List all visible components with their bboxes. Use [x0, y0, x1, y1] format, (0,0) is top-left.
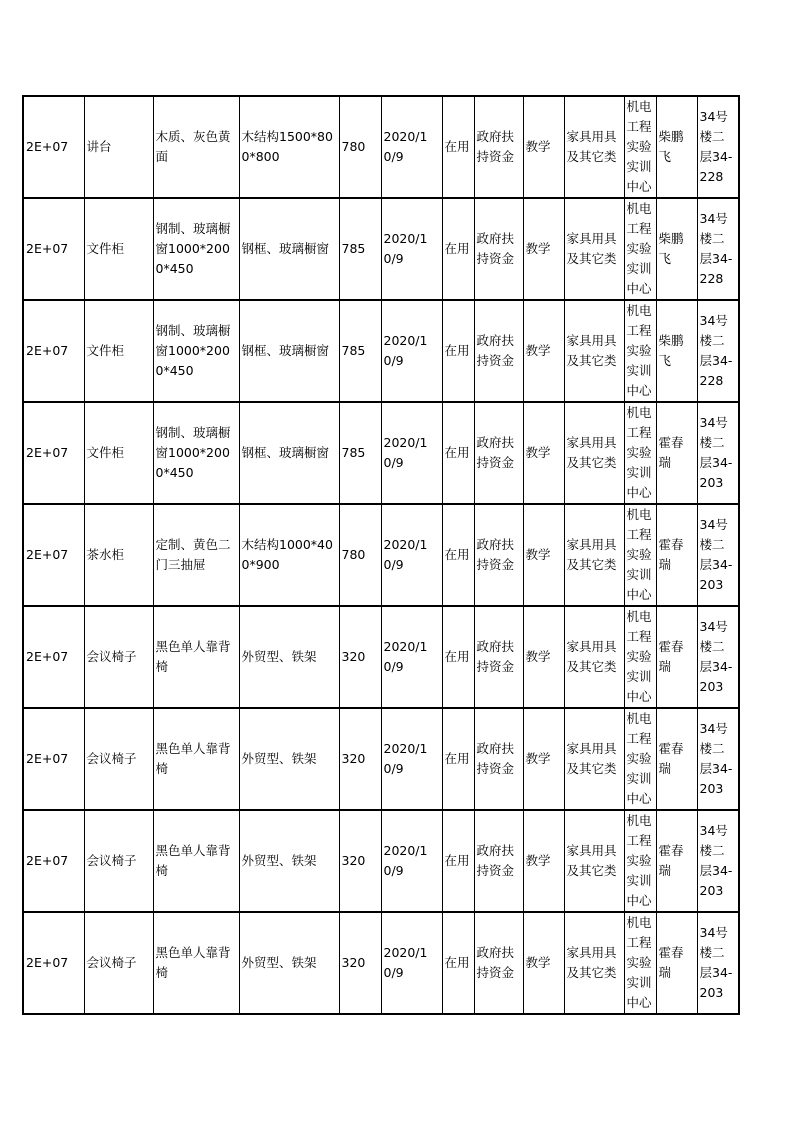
cell-spec: 钢制、玻璃橱窗1000*2000*450 [153, 300, 239, 402]
cell-category: 家具用具及其它类 [564, 606, 624, 708]
cell-use: 教学 [523, 198, 564, 300]
cell-model: 钢框、玻璃橱窗 [239, 402, 339, 504]
cell-category: 家具用具及其它类 [564, 96, 624, 198]
cell-code: 2E+07 [23, 708, 84, 810]
cell-category: 家具用具及其它类 [564, 402, 624, 504]
cell-category: 家具用具及其它类 [564, 708, 624, 810]
cell-status: 在用 [442, 708, 474, 810]
cell-name: 会议椅子 [84, 912, 153, 1014]
cell-date: 2020/10/9 [381, 402, 442, 504]
cell-keeper: 霍春瑞 [656, 504, 697, 606]
cell-use: 教学 [523, 504, 564, 606]
cell-location: 34号楼二层34-228 [697, 198, 739, 300]
cell-code: 2E+07 [23, 96, 84, 198]
table-row [23, 300, 739, 402]
cell-model: 木结构1000*400*900 [239, 504, 339, 606]
cell-funding: 政府扶持资金 [474, 912, 523, 1014]
cell-price: 320 [339, 708, 381, 810]
cell-code: 2E+07 [23, 912, 84, 1014]
cell-status: 在用 [442, 300, 474, 402]
cell-location: 34号楼二层34-203 [697, 402, 739, 504]
cell-location: 34号楼二层34-203 [697, 810, 739, 912]
table-row [23, 504, 739, 606]
cell-keeper: 霍春瑞 [656, 708, 697, 810]
cell-funding: 政府扶持资金 [474, 606, 523, 708]
cell-location: 34号楼二层34-228 [697, 96, 739, 198]
cell-price: 785 [339, 402, 381, 504]
cell-category: 家具用具及其它类 [564, 300, 624, 402]
cell-use: 教学 [523, 708, 564, 810]
cell-name: 会议椅子 [84, 606, 153, 708]
cell-location: 34号楼二层34-228 [697, 300, 739, 402]
cell-date: 2020/10/9 [381, 96, 442, 198]
table-row [23, 810, 739, 912]
cell-date: 2020/10/9 [381, 606, 442, 708]
cell-spec: 黑色单人靠背椅 [153, 606, 239, 708]
cell-code: 2E+07 [23, 300, 84, 402]
cell-date: 2020/10/9 [381, 300, 442, 402]
cell-keeper: 霍春瑞 [656, 606, 697, 708]
cell-date: 2020/10/9 [381, 708, 442, 810]
cell-use: 教学 [523, 810, 564, 912]
cell-model: 外贸型、铁架 [239, 606, 339, 708]
cell-location: 34号楼二层34-203 [697, 912, 739, 1014]
cell-keeper: 霍春瑞 [656, 912, 697, 1014]
cell-funding: 政府扶持资金 [474, 504, 523, 606]
cell-code: 2E+07 [23, 402, 84, 504]
cell-category: 家具用具及其它类 [564, 810, 624, 912]
cell-date: 2020/10/9 [381, 198, 442, 300]
cell-name: 茶水柜 [84, 504, 153, 606]
cell-dept: 机电工程实验实训中心 [624, 912, 656, 1014]
cell-dept: 机电工程实验实训中心 [624, 606, 656, 708]
cell-spec: 黑色单人靠背椅 [153, 708, 239, 810]
cell-status: 在用 [442, 606, 474, 708]
cell-name: 文件柜 [84, 402, 153, 504]
cell-status: 在用 [442, 198, 474, 300]
cell-name: 会议椅子 [84, 708, 153, 810]
cell-price: 320 [339, 912, 381, 1014]
cell-code: 2E+07 [23, 504, 84, 606]
cell-price: 785 [339, 198, 381, 300]
cell-status: 在用 [442, 402, 474, 504]
cell-status: 在用 [442, 96, 474, 198]
cell-keeper: 霍春瑞 [656, 402, 697, 504]
cell-location: 34号楼二层34-203 [697, 708, 739, 810]
cell-name: 文件柜 [84, 300, 153, 402]
cell-name: 会议椅子 [84, 810, 153, 912]
cell-dept: 机电工程实验实训中心 [624, 708, 656, 810]
cell-date: 2020/10/9 [381, 810, 442, 912]
cell-name: 文件柜 [84, 198, 153, 300]
cell-use: 教学 [523, 402, 564, 504]
cell-dept: 机电工程实验实训中心 [624, 402, 656, 504]
cell-code: 2E+07 [23, 606, 84, 708]
cell-location: 34号楼二层34-203 [697, 606, 739, 708]
table-row [23, 912, 739, 1014]
cell-spec: 黑色单人靠背椅 [153, 912, 239, 1014]
table-row [23, 96, 739, 198]
table-row [23, 708, 739, 810]
cell-funding: 政府扶持资金 [474, 96, 523, 198]
cell-code: 2E+07 [23, 198, 84, 300]
cell-spec: 定制、黄色二门三抽屉 [153, 504, 239, 606]
cell-status: 在用 [442, 912, 474, 1014]
cell-dept: 机电工程实验实训中心 [624, 300, 656, 402]
cell-location: 34号楼二层34-203 [697, 504, 739, 606]
cell-spec: 钢制、玻璃橱窗1000*2000*450 [153, 402, 239, 504]
cell-spec: 钢制、玻璃橱窗1000*2000*450 [153, 198, 239, 300]
cell-status: 在用 [442, 810, 474, 912]
cell-use: 教学 [523, 606, 564, 708]
cell-code: 2E+07 [23, 810, 84, 912]
cell-status: 在用 [442, 504, 474, 606]
cell-date: 2020/10/9 [381, 912, 442, 1014]
cell-price: 320 [339, 810, 381, 912]
cell-model: 钢框、玻璃橱窗 [239, 300, 339, 402]
cell-category: 家具用具及其它类 [564, 912, 624, 1014]
cell-price: 320 [339, 606, 381, 708]
cell-model: 外贸型、铁架 [239, 708, 339, 810]
cell-spec: 木质、灰色黄面 [153, 96, 239, 198]
cell-model: 钢框、玻璃橱窗 [239, 198, 339, 300]
cell-name: 讲台 [84, 96, 153, 198]
cell-dept: 机电工程实验实训中心 [624, 504, 656, 606]
cell-category: 家具用具及其它类 [564, 504, 624, 606]
asset-table [22, 95, 740, 1015]
cell-category: 家具用具及其它类 [564, 198, 624, 300]
cell-funding: 政府扶持资金 [474, 810, 523, 912]
cell-date: 2020/10/9 [381, 504, 442, 606]
cell-model: 外贸型、铁架 [239, 810, 339, 912]
cell-model: 外贸型、铁架 [239, 912, 339, 1014]
cell-spec: 黑色单人靠背椅 [153, 810, 239, 912]
cell-use: 教学 [523, 96, 564, 198]
table-row [23, 198, 739, 300]
cell-keeper: 柴鹏飞 [656, 300, 697, 402]
cell-keeper: 霍春瑞 [656, 810, 697, 912]
cell-keeper: 柴鹏飞 [656, 198, 697, 300]
cell-model: 木结构1500*800*800 [239, 96, 339, 198]
cell-use: 教学 [523, 300, 564, 402]
table-row [23, 402, 739, 504]
cell-keeper: 柴鹏飞 [656, 96, 697, 198]
cell-funding: 政府扶持资金 [474, 708, 523, 810]
cell-use: 教学 [523, 912, 564, 1014]
table-row [23, 606, 739, 708]
cell-dept: 机电工程实验实训中心 [624, 810, 656, 912]
cell-funding: 政府扶持资金 [474, 300, 523, 402]
cell-dept: 机电工程实验实训中心 [624, 96, 656, 198]
cell-funding: 政府扶持资金 [474, 198, 523, 300]
cell-dept: 机电工程实验实训中心 [624, 198, 656, 300]
cell-price: 785 [339, 300, 381, 402]
cell-funding: 政府扶持资金 [474, 402, 523, 504]
cell-price: 780 [339, 504, 381, 606]
cell-price: 780 [339, 96, 381, 198]
